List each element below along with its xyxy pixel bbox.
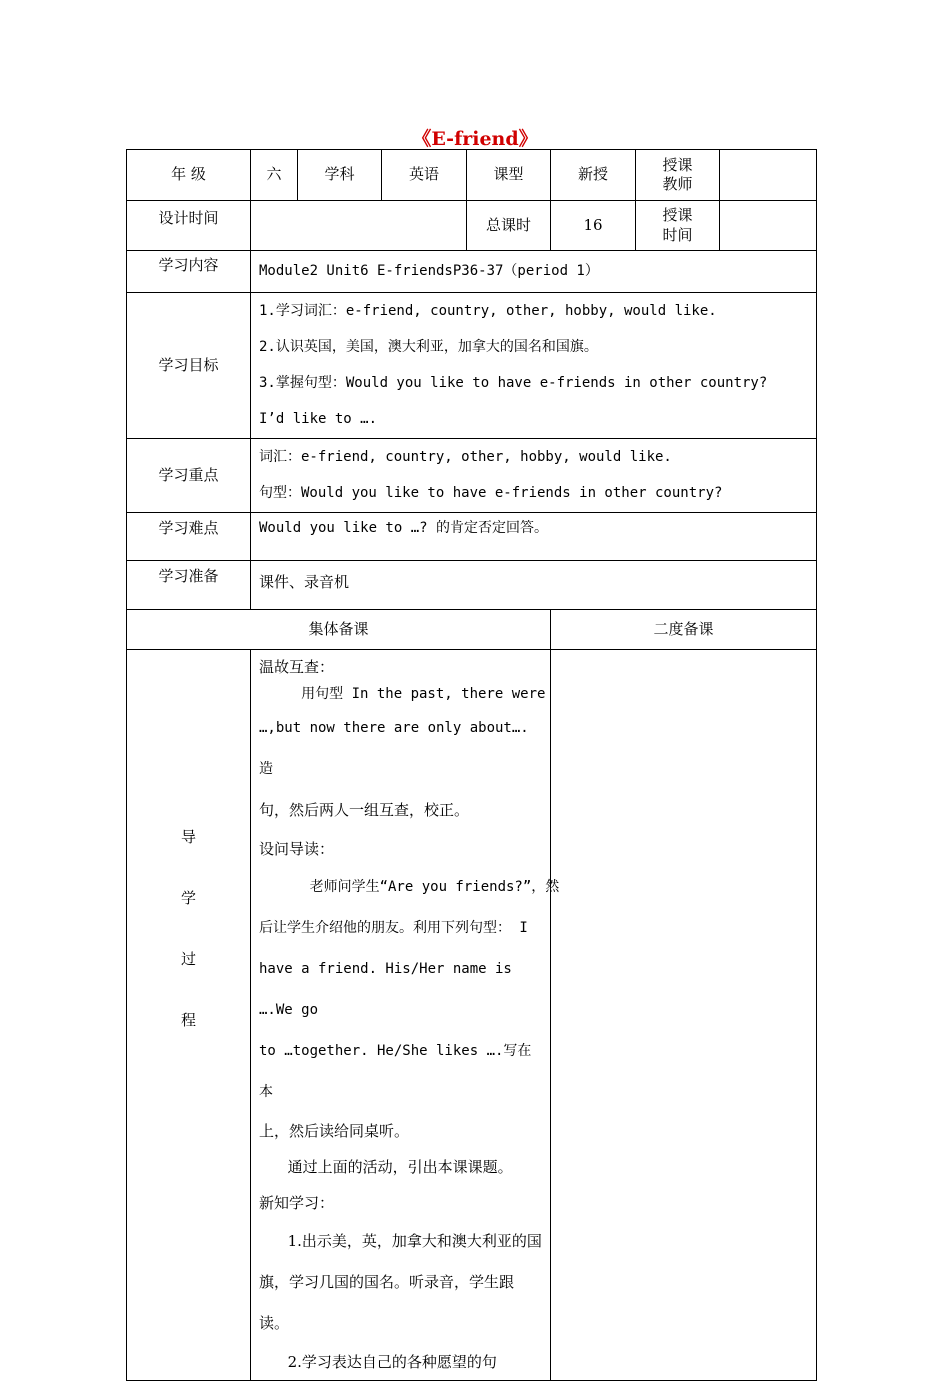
total-hours-value: 16 bbox=[551, 201, 636, 251]
goals-line: I’d like to …. bbox=[259, 411, 378, 427]
subject-value: 英语 bbox=[382, 150, 467, 201]
process-label-char: 学 bbox=[180, 889, 196, 907]
process-line: 句，然后两人一组互查，校正。 bbox=[259, 801, 470, 819]
goals-line: 3.掌握句型：Would you like to have e-friends in other country? bbox=[259, 375, 768, 391]
table-row-basic-info bbox=[127, 150, 817, 201]
lesson-type-label: 课型 bbox=[467, 150, 551, 201]
table-row-key-points bbox=[127, 439, 817, 513]
process-line: 设问导读： bbox=[259, 840, 335, 858]
content-value: Module2 Unit6 E-friendsP36-37（period 1） bbox=[251, 251, 817, 293]
process-content bbox=[251, 650, 560, 1381]
process-line: 新知学习： bbox=[259, 1194, 335, 1212]
process-line: 温故互查： bbox=[259, 658, 335, 676]
difficulty-label: 学习难点 bbox=[127, 513, 251, 561]
class-time-label: 授课时间 bbox=[636, 201, 720, 251]
document-title: 《E-friend》 bbox=[412, 128, 538, 150]
goals-line: 2.认识英国，美国，澳大利亚，加拿大的国名和国旗。 bbox=[259, 339, 598, 355]
process-label-char: 程 bbox=[180, 1011, 196, 1029]
table-row-difficulty bbox=[127, 513, 817, 561]
key-points-content bbox=[251, 439, 817, 513]
preparation-value: 课件、录音机 bbox=[251, 561, 817, 610]
table-row-process bbox=[127, 650, 817, 1381]
process-line: to …together. He/She likes ….写在本 bbox=[259, 1043, 532, 1100]
process-line: …,but now there are only about….造 bbox=[259, 720, 529, 777]
table-row-content bbox=[127, 251, 817, 293]
table-row-preparation bbox=[127, 561, 817, 610]
key-points-line: 词汇：e-friend, country, other, hobby, would like. bbox=[259, 449, 672, 465]
key-points-line: 句型：Would you like to have e-friends in other country? bbox=[259, 485, 723, 501]
collective-prep-header: 集体备课 bbox=[127, 610, 551, 650]
process-label-char: 导 bbox=[180, 828, 196, 846]
grade-label: 年 级 bbox=[127, 150, 251, 201]
teacher-value bbox=[720, 150, 817, 201]
goals-content bbox=[251, 293, 817, 439]
process-line: 2.学习表达自己的各种愿望的句 bbox=[259, 1353, 497, 1371]
process-line: 旗，学习几国的国名。听录音，学生跟读。 bbox=[259, 1273, 515, 1332]
process-line: 后让学生介绍他的朋友。利用下列句型： I bbox=[259, 920, 528, 936]
key-points-label: 学习重点 bbox=[127, 439, 251, 513]
secondary-prep-content bbox=[551, 650, 817, 1381]
process-line: 老师问学生“Are you friends?”，然 bbox=[259, 879, 560, 895]
process-line: 用句型 In the past, there were bbox=[259, 686, 546, 702]
design-time-value bbox=[251, 201, 467, 251]
grade-value: 六 bbox=[251, 150, 298, 201]
process-line: 通过上面的活动，引出本课课题。 bbox=[259, 1158, 513, 1176]
process-label-char: 过 bbox=[180, 950, 196, 968]
teacher-label: 授课教师 bbox=[636, 150, 720, 201]
goals-label: 学习目标 bbox=[127, 293, 251, 439]
process-line: 上，然后读给同桌听。 bbox=[259, 1122, 410, 1140]
difficulty-value: Would you like to …? 的肯定否定回答。 bbox=[251, 513, 817, 561]
lesson-plan-table bbox=[126, 149, 817, 1381]
secondary-prep-header: 二度备课 bbox=[551, 610, 817, 650]
content-label: 学习内容 bbox=[127, 251, 251, 293]
table-row-time-info bbox=[127, 201, 817, 251]
process-label bbox=[127, 650, 251, 1381]
class-time-value bbox=[720, 201, 817, 251]
total-hours-label: 总课时 bbox=[467, 201, 551, 251]
process-line: have a friend. His/Her name is ….We go bbox=[259, 961, 512, 1018]
table-row-section-headers bbox=[127, 610, 817, 650]
process-line: 1.出示美，英，加拿大和澳大利亚的国 bbox=[259, 1232, 542, 1250]
design-time-label: 设计时间 bbox=[127, 201, 251, 251]
subject-label: 学科 bbox=[298, 150, 382, 201]
lesson-type-value: 新授 bbox=[551, 150, 636, 201]
goals-line: 1.学习词汇：e-friend, country, other, hobby, would like. bbox=[259, 303, 717, 319]
table-row-goals bbox=[127, 293, 817, 439]
preparation-label: 学习准备 bbox=[127, 561, 251, 610]
